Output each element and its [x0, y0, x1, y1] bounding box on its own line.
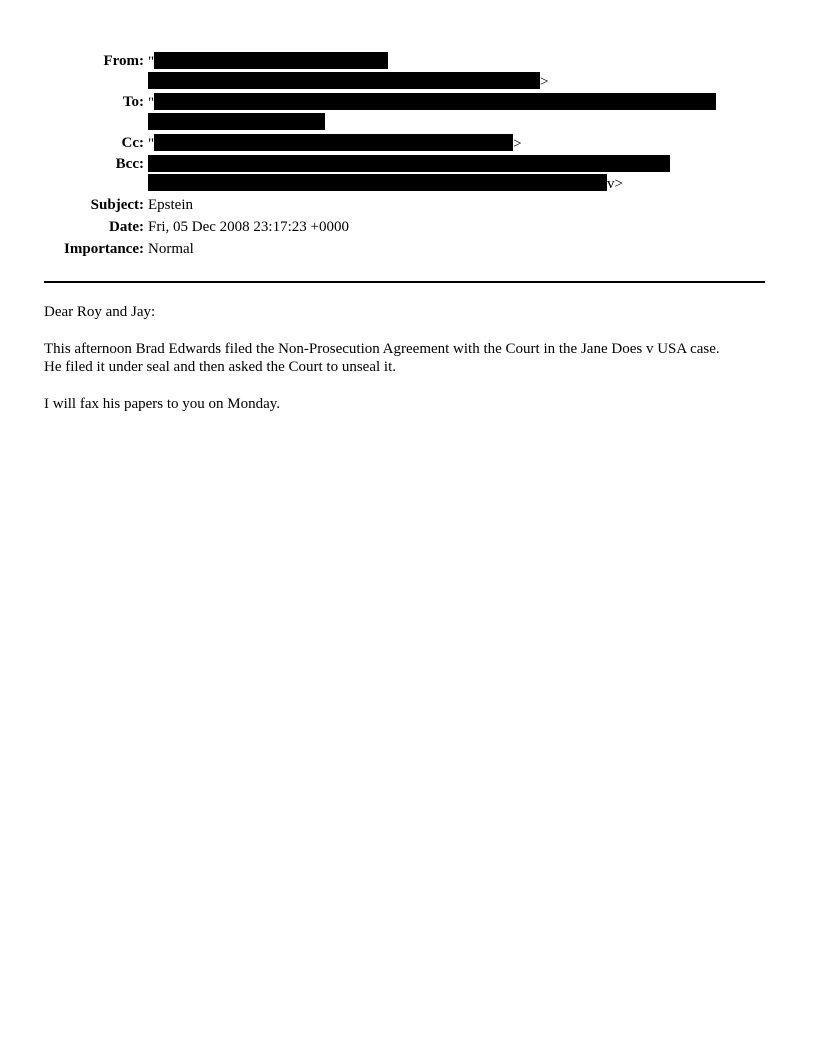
subject-value: Epstein	[148, 197, 193, 213]
redaction-block	[148, 174, 607, 191]
cc-label: Cc:	[121, 135, 144, 151]
redaction-block	[148, 155, 670, 172]
salutation: Dear Roy and Jay:	[44, 304, 156, 320]
redaction-block	[154, 134, 513, 151]
from-value-line2	[148, 72, 548, 91]
date-label: Date:	[109, 219, 144, 235]
email-header	[0, 52, 816, 257]
redaction-block	[154, 93, 716, 110]
date-value: Fri, 05 Dec 2008 23:17:23 +0000	[148, 219, 349, 235]
header-divider	[44, 281, 765, 283]
to-value-line2	[148, 113, 325, 132]
bcc-suffix: v>	[607, 176, 623, 192]
redaction-block	[148, 72, 540, 89]
bcc-value-line2	[148, 174, 623, 193]
redaction-block	[154, 52, 388, 69]
to-label: To:	[122, 94, 144, 110]
cc-value	[148, 134, 522, 153]
paragraph-2: I will fax his papers to you on Monday.	[44, 396, 281, 412]
to-quote: "	[148, 95, 155, 111]
paragraph-1	[44, 340, 774, 376]
cc-quote: "	[148, 136, 155, 152]
importance-label: Importance:	[64, 241, 144, 257]
bcc-value	[148, 155, 670, 174]
bcc-label: Bcc:	[115, 156, 144, 172]
from-row	[0, 52, 816, 90]
paragraph-1-line-1: This afternoon Brad Edwards filed the Non-Prosecution Agreement with the Court in the Jane Does v USA case.	[44, 341, 720, 357]
cc-suffix: >	[513, 136, 522, 152]
from-suffix: >	[540, 74, 549, 90]
importance-value: Normal	[148, 241, 194, 257]
from-quote: "	[148, 54, 155, 70]
redaction-block	[148, 113, 325, 130]
from-label: From:	[103, 53, 144, 69]
to-value	[148, 93, 716, 112]
paragraph-1-line-2: He filed it under seal and then asked the Court to unseal it.	[44, 359, 396, 375]
from-value	[148, 52, 388, 71]
subject-label: Subject:	[90, 197, 144, 213]
